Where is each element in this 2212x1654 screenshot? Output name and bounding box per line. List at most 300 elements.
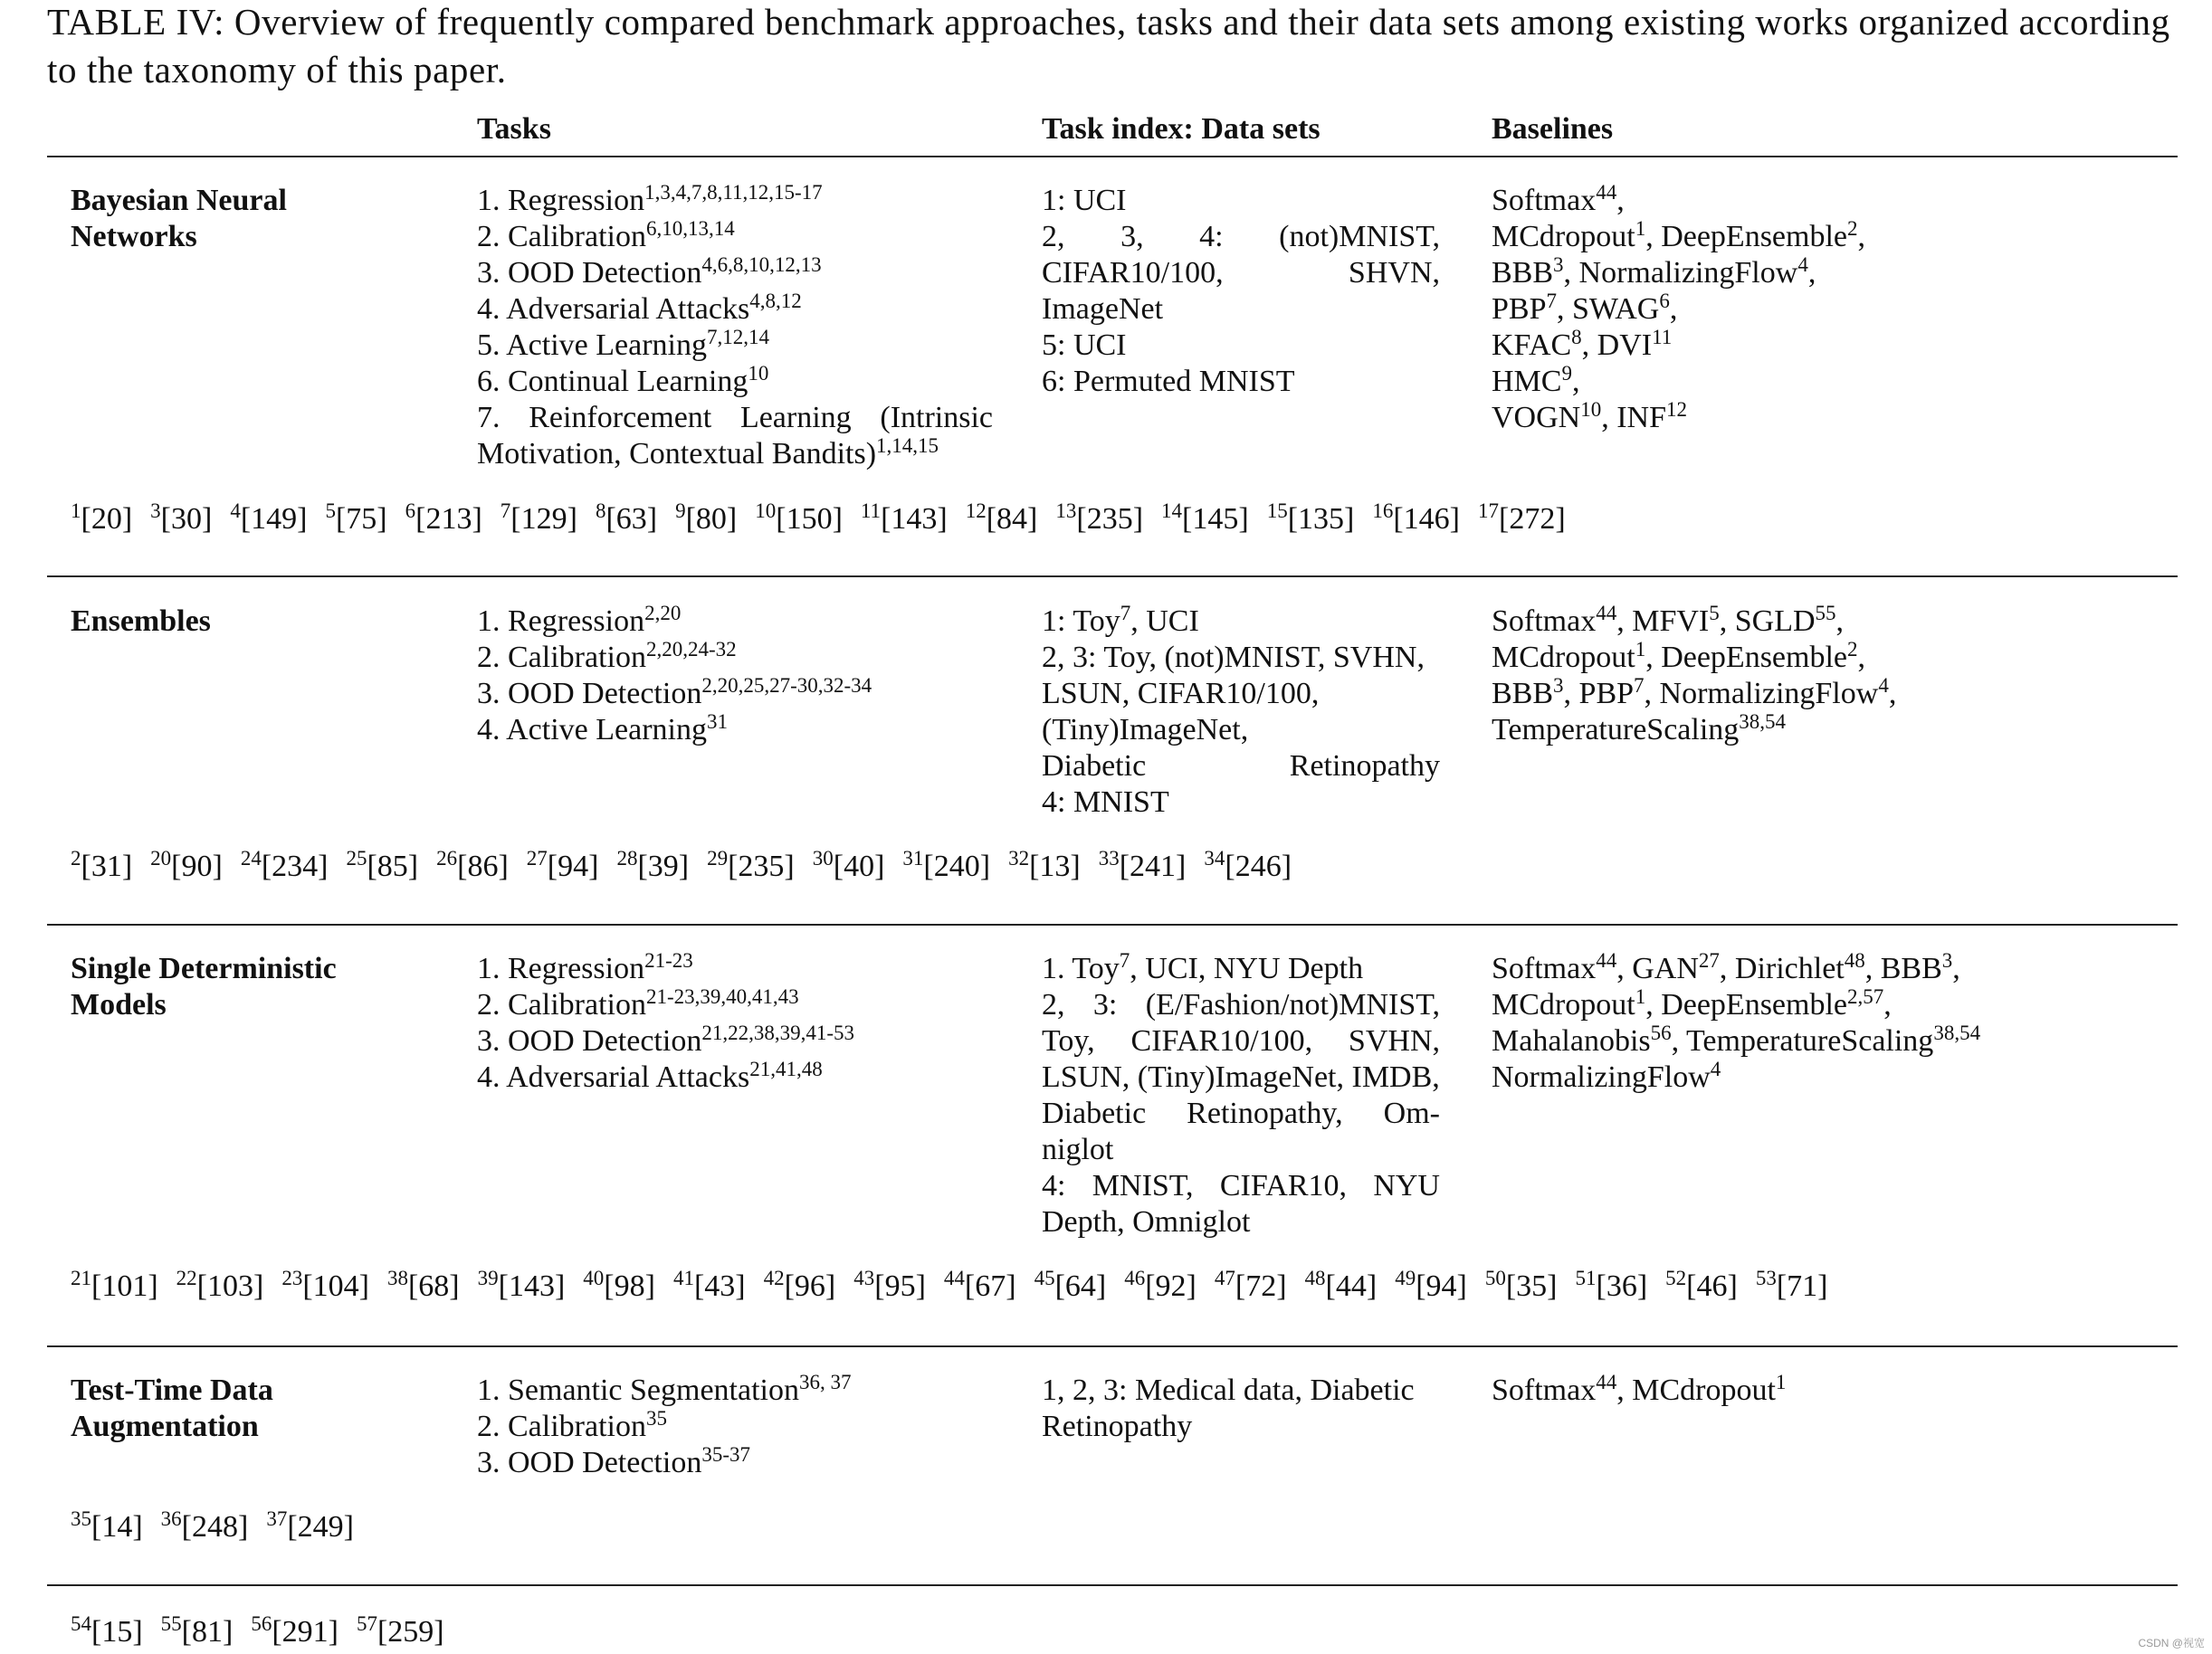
footnote-ref [944, 1269, 1016, 1303]
superscript-ref: 16 [1372, 499, 1394, 523]
baseline-name: Softmax [1492, 952, 1597, 985]
footnote-citation: [246] [1225, 850, 1292, 883]
superscript-ref: 1 [1635, 217, 1646, 241]
baseline-name: , [1883, 988, 1892, 1022]
footnote-ref [71, 1612, 143, 1649]
baselines-cell [1492, 183, 2125, 436]
footnote-citation: [63] [605, 502, 658, 536]
superscript-ref: 56 [1650, 1022, 1672, 1045]
dataset-text: Diabetic Retinopathy [1042, 749, 1440, 783]
dataset-line [1042, 987, 1440, 1023]
footnote-citation: [241] [1119, 850, 1187, 883]
dataset-line [1042, 748, 1440, 784]
watermark: CSDN @视宽 [2138, 1637, 2205, 1649]
dataset-line [1042, 1096, 1440, 1132]
baseline-name: , NormalizingFlow [1644, 677, 1879, 710]
datasets-cell [1042, 1373, 1440, 1445]
footnote-ref [1372, 499, 1460, 536]
superscript-ref: 47 [1214, 1267, 1235, 1290]
dataset-text: 2, 3, 4: (not)MNIST, [1042, 220, 1440, 253]
footnote-citation: [248] [181, 1510, 249, 1544]
footnote-ref [1215, 1269, 1287, 1303]
footnote-citation: [146] [1393, 502, 1460, 536]
superscript-ref: 42 [763, 1267, 785, 1290]
superscript-ref: 4 [230, 499, 241, 523]
footnote-ref [595, 499, 658, 536]
footnote-ref [436, 847, 509, 883]
group-name-line: Models [71, 988, 167, 1022]
footnote-citation: [213] [415, 502, 482, 536]
superscript-ref: 28 [616, 847, 638, 870]
superscript-ref: 5 [1709, 602, 1720, 625]
dataset-text: Diabetic Retinopathy, Om- [1042, 1097, 1440, 1130]
baseline-name: , [1669, 292, 1678, 326]
dataset-text: LSUN, CIFAR10/100, [1042, 677, 1320, 710]
group-name [71, 951, 433, 1023]
superscript-ref: 4 [1710, 1058, 1721, 1081]
superscript-ref: 3 [150, 499, 161, 523]
footnote-ref [160, 1507, 249, 1544]
superscript-ref: 44 [1596, 949, 1617, 973]
superscript-ref: 21 [71, 1267, 91, 1290]
task-text: 3. OOD Detection [477, 256, 702, 290]
footnote-ref [71, 1507, 143, 1544]
footnote-citation: [67] [964, 1269, 1016, 1303]
superscript-ref: 1 [1775, 1371, 1787, 1394]
footnote-ref [266, 1507, 354, 1544]
task-text: 1. Regression [477, 952, 645, 985]
superscript-ref: 9 [675, 499, 686, 523]
task-text: 2. Calibration [477, 641, 646, 674]
superscript-ref: 7 [1120, 602, 1131, 625]
superscript-ref: 24 [240, 847, 262, 870]
superscript-ref: 34 [1204, 847, 1225, 870]
superscript-ref: 13 [1055, 499, 1077, 523]
dataset-line [1042, 328, 1440, 364]
superscript-ref: 12 [1666, 398, 1688, 422]
footnote-ref [1576, 1269, 1648, 1303]
footnote-citation: [86] [457, 850, 509, 883]
tasks-cell [477, 604, 993, 748]
footnote-citation: [80] [685, 502, 738, 536]
footnote-citation: [291] [272, 1615, 338, 1649]
footnote-citation: [272] [1499, 502, 1566, 536]
baseline-name: , MCdropout [1616, 1374, 1776, 1407]
superscript-ref: 35 [71, 1507, 91, 1531]
task-item [477, 1060, 993, 1096]
superscript-ref: 36, 37 [799, 1371, 852, 1394]
footnote-ref [853, 1269, 926, 1303]
superscript-ref: 4,6,8,10,12,13 [701, 253, 822, 277]
task-item [477, 987, 993, 1023]
superscript-ref: 4 [1797, 253, 1808, 277]
datasets-cell [1042, 951, 1440, 1240]
dataset-line [1042, 255, 1440, 291]
task-item [477, 219, 993, 255]
footnote-citation: [94] [1416, 1269, 1467, 1303]
dataset-text: 6: Permuted MNIST [1042, 365, 1295, 398]
superscript-ref: 35 [645, 1407, 667, 1431]
footnote-citation: [71] [1776, 1269, 1828, 1303]
superscript-ref: 3 [1941, 949, 1953, 973]
footnote-citation: [234] [261, 850, 329, 883]
group-footnotes [71, 1269, 1845, 1304]
header-tasks: Tasks [477, 112, 551, 146]
dataset-line [1042, 640, 1440, 676]
footnote-citation: [235] [728, 850, 795, 883]
superscript-ref: 3 [1553, 674, 1564, 698]
baseline-name: , [1807, 256, 1816, 290]
baseline-name: Mahalanobis [1492, 1024, 1651, 1058]
footnote-citation: [72] [1235, 1269, 1287, 1303]
baseline-name: , [1888, 677, 1897, 710]
superscript-ref: 14 [1161, 499, 1183, 523]
footnote-ref [71, 499, 133, 536]
footnote-ref [755, 499, 843, 536]
baseline-line [1492, 400, 2125, 436]
footnote-ref [240, 847, 329, 883]
footer-footnotes [71, 1612, 462, 1649]
tasks-cell [477, 183, 993, 472]
baseline-name: , Dirichlet [1719, 952, 1845, 985]
footnote-ref [176, 1269, 264, 1303]
dataset-text: 2, 3: Toy, (not)MNIST, SVHN, [1042, 641, 1425, 674]
task-item [477, 676, 993, 712]
table-caption: TABLE IV: Overview of frequently compared benchmark approaches, tasks and their data sets among existing works organized according to the taxonomy of this paper. [47, 1, 2170, 90]
dataset-line [1042, 364, 1440, 400]
baseline-line [1492, 183, 2125, 219]
task-text: 2. Calibration [477, 1410, 646, 1443]
dataset-line [1042, 1023, 1440, 1060]
baseline-name: , INF [1601, 401, 1667, 434]
footnote-citation: [35] [1505, 1269, 1558, 1303]
dataset-line [1042, 712, 1440, 748]
dataset-line [1042, 784, 1440, 821]
footnote-ref [1266, 499, 1355, 536]
baseline-name: MCdropout [1492, 641, 1635, 674]
footnote-citation: [84] [986, 502, 1038, 536]
superscript-ref: 25 [346, 847, 367, 870]
dataset-line [1042, 291, 1440, 328]
superscript-ref: 44 [1596, 181, 1617, 204]
superscript-ref: 56 [251, 1612, 272, 1636]
superscript-ref: 31 [706, 710, 728, 734]
superscript-ref: 2 [71, 847, 81, 870]
superscript-ref: 35-37 [701, 1443, 750, 1467]
baseline-name: , PBP [1563, 677, 1635, 710]
group-name [71, 604, 433, 640]
dataset-line [1042, 951, 1440, 987]
superscript-ref: 40 [583, 1267, 605, 1290]
superscript-ref: 21,22,38,39,41-53 [701, 1022, 854, 1045]
footnote-citation: [43] [693, 1269, 746, 1303]
baseline-name: , DeepEnsemble [1645, 641, 1847, 674]
dataset-line [1042, 183, 1440, 219]
baseline-line [1492, 1023, 2125, 1060]
baseline-line [1492, 219, 2125, 255]
task-text: 4. Active Learning [477, 713, 707, 746]
task-item [477, 640, 993, 676]
task-item [477, 1373, 993, 1409]
task-text: 2. Calibration [477, 988, 646, 1022]
footnote-citation: [95] [874, 1269, 926, 1303]
superscript-ref: 17 [1478, 499, 1499, 523]
superscript-ref: 2,20 [644, 602, 682, 625]
dataset-text: Retinopathy [1042, 1410, 1193, 1443]
baseline-line [1492, 712, 2125, 748]
baseline-name: Softmax [1492, 1374, 1597, 1407]
superscript-ref: 38,54 [1933, 1022, 1981, 1045]
footnote-ref [1395, 1269, 1467, 1303]
superscript-ref: 21-23,39,40,41,43 [645, 985, 799, 1009]
superscript-ref: 51 [1575, 1267, 1597, 1290]
superscript-ref: 43 [853, 1267, 875, 1290]
task-item [477, 364, 993, 400]
task-item [477, 604, 993, 640]
footnote-ref [764, 1269, 836, 1303]
baselines-cell [1492, 1373, 2125, 1409]
task-item [477, 291, 993, 328]
footnote-ref [902, 847, 991, 883]
footnote-ref [1478, 499, 1566, 536]
superscript-ref: 6,10,13,14 [645, 217, 735, 241]
superscript-ref: 41 [672, 1267, 694, 1290]
superscript-ref: 8 [1571, 326, 1582, 349]
superscript-ref: 31 [902, 847, 924, 870]
group-footnotes [71, 847, 1310, 884]
superscript-ref: 29 [707, 847, 729, 870]
dataset-text: 4: MNIST, CIFAR10, NYU [1042, 1169, 1440, 1202]
superscript-ref: 55 [1815, 602, 1836, 625]
group-divider [47, 1584, 2178, 1586]
superscript-ref: 8 [595, 499, 606, 523]
superscript-ref: 26 [436, 847, 458, 870]
footnote-ref [150, 499, 213, 536]
dataset-text: ImageNet [1042, 292, 1164, 326]
footnote-ref [583, 1269, 655, 1303]
footnote-ref [1161, 499, 1249, 536]
task-text: 1. Regression [477, 604, 645, 638]
footnote-ref [230, 499, 308, 536]
superscript-ref: 2,20,25,27-30,32-34 [701, 674, 872, 698]
dataset-line [1042, 1373, 1440, 1409]
superscript-ref: 48 [1844, 949, 1865, 973]
superscript-ref: 53 [1755, 1267, 1777, 1290]
superscript-ref: 1,3,4,7,8,11,12,15-17 [644, 181, 823, 204]
task-text: Motivation, Contextual Bandits) [477, 437, 877, 471]
baseline-line [1492, 364, 2125, 400]
footnote-citation: [13] [1029, 850, 1081, 883]
group-name-line: Test-Time Data [71, 1374, 273, 1407]
superscript-ref: 27 [526, 847, 548, 870]
task-text: 4. Adversarial Attacks [477, 292, 750, 326]
superscript-ref: 22 [176, 1267, 197, 1290]
tasks-cell [477, 951, 993, 1096]
dataset-text: 4: MNIST [1042, 785, 1169, 819]
baseline-name: , BBB [1864, 952, 1942, 985]
dataset-text: 2, 3: (E/Fashion/not)MNIST, [1042, 988, 1440, 1022]
footnote-ref [281, 1269, 369, 1303]
footnote-citation: [75] [335, 502, 387, 536]
baseline-name: , MFVI [1616, 604, 1710, 638]
superscript-ref: 6 [1659, 290, 1670, 313]
baseline-name: , TemperatureScaling [1671, 1024, 1934, 1058]
superscript-ref: 10 [755, 499, 777, 523]
footnote-citation: [68] [407, 1269, 460, 1303]
group-name [71, 183, 433, 255]
footnote-citation: [259] [377, 1615, 444, 1649]
baseline-name: VOGN [1492, 401, 1581, 434]
superscript-ref: 30 [812, 847, 834, 870]
group-divider [47, 924, 2178, 926]
footnote-ref [500, 499, 577, 536]
baseline-name: , [1571, 365, 1580, 398]
superscript-ref: 3 [1553, 253, 1564, 277]
task-item [477, 951, 993, 987]
footnote-ref [1305, 1269, 1378, 1303]
baseline-name: NormalizingFlow [1492, 1060, 1711, 1094]
baseline-name: BBB [1492, 256, 1554, 290]
footnote-citation: [39] [637, 850, 690, 883]
baseline-name: , [1857, 220, 1865, 253]
task-item [477, 400, 993, 436]
baselines-cell [1492, 951, 2125, 1096]
footnote-citation: [30] [160, 502, 213, 536]
baseline-name: , [1616, 184, 1625, 217]
superscript-ref: 49 [1395, 1267, 1416, 1290]
footnote-citation: [143] [881, 502, 948, 536]
dataset-text: (Tiny)ImageNet, [1042, 713, 1249, 746]
group-divider [47, 1345, 2178, 1347]
header-baselines: Baselines [1492, 112, 1614, 146]
footnote-citation: [36] [1596, 1269, 1648, 1303]
superscript-ref: 48 [1304, 1267, 1326, 1290]
dataset-line [1042, 1132, 1440, 1168]
task-item [477, 1023, 993, 1060]
task-text: 2. Calibration [477, 220, 646, 253]
superscript-ref: 46 [1124, 1267, 1146, 1290]
superscript-ref: 50 [1484, 1267, 1506, 1290]
baseline-name: MCdropout [1492, 988, 1635, 1022]
dataset-text: 5: UCI [1042, 328, 1127, 362]
superscript-ref: 1,14,15 [876, 434, 939, 458]
footnote-ref [1756, 1269, 1828, 1303]
group-name-line: Augmentation [71, 1410, 259, 1443]
footnote-citation: [90] [171, 850, 223, 883]
footnote-ref [356, 1612, 444, 1649]
footnote-ref [1098, 847, 1187, 883]
task-text: 3. OOD Detection [477, 1446, 702, 1479]
footnote-ref [71, 847, 133, 883]
footnote-ref [812, 847, 885, 883]
superscript-ref: 2 [1847, 638, 1858, 661]
footnote-ref [346, 847, 419, 883]
footnote-ref [160, 1612, 234, 1649]
task-text: 3. OOD Detection [477, 1024, 702, 1058]
superscript-ref: 32 [1008, 847, 1030, 870]
superscript-ref: 57 [356, 1612, 377, 1636]
baseline-name: , SWAG [1557, 292, 1660, 326]
superscript-ref: 6 [405, 499, 416, 523]
footnote-citation: [14] [91, 1510, 143, 1544]
footnote-citation: [81] [181, 1615, 234, 1649]
footnote-citation: [96] [784, 1269, 836, 1303]
footnote-citation: [135] [1287, 502, 1355, 536]
superscript-ref: 7 [1634, 674, 1645, 698]
baseline-line [1492, 255, 2125, 291]
superscript-ref: 37 [266, 1507, 288, 1531]
superscript-ref: 27 [1698, 949, 1720, 973]
task-text: 7. Reinforcement Learning (Intrinsic [477, 401, 993, 434]
baseline-name: , GAN [1616, 952, 1699, 985]
dataset-text: CIFAR10/100, SHVN, [1042, 256, 1440, 290]
superscript-ref: 38,54 [1739, 710, 1787, 734]
baseline-name: , [1857, 641, 1865, 674]
baseline-name: HMC [1492, 365, 1562, 398]
dataset-text: Toy, CIFAR10/100, SVHN, [1042, 1024, 1440, 1058]
baseline-name: MCdropout [1492, 220, 1635, 253]
baseline-name: , DeepEnsemble [1645, 988, 1847, 1022]
footnote-citation: [44] [1325, 1269, 1378, 1303]
footnote-citation: [145] [1182, 502, 1249, 536]
footnote-citation: [129] [510, 502, 577, 536]
dataset-text: , UCI, NYU Depth [1130, 952, 1364, 985]
footnote-ref [860, 499, 948, 536]
dataset-line [1042, 1168, 1440, 1204]
superscript-ref: 7,12,14 [706, 326, 769, 349]
superscript-ref: 2,57 [1847, 985, 1884, 1009]
superscript-ref: 23 [281, 1267, 303, 1290]
header-datasets: Task index: Data sets [1042, 112, 1321, 146]
task-item [477, 255, 993, 291]
footnote-ref [526, 847, 599, 883]
footnote-ref [1034, 1269, 1107, 1303]
superscript-ref: 2,20,24-32 [645, 638, 737, 661]
superscript-ref: 15 [1266, 499, 1288, 523]
task-item [477, 1409, 993, 1445]
superscript-ref: 21-23 [644, 949, 693, 973]
baseline-line [1492, 291, 2125, 328]
task-text: 1. Regression [477, 184, 645, 217]
group-name [71, 1373, 433, 1445]
footnote-citation: [235] [1076, 502, 1144, 536]
baseline-name: , [1835, 604, 1845, 638]
superscript-ref: 10 [1580, 398, 1602, 422]
group-name-line: Bayesian Neural [71, 184, 287, 217]
footnote-ref [707, 847, 795, 883]
baseline-line [1492, 987, 2125, 1023]
footnote-ref [1204, 847, 1292, 883]
superscript-ref: 5 [325, 499, 336, 523]
dataset-text: Depth, Omniglot [1042, 1205, 1251, 1239]
superscript-ref: 2 [1847, 217, 1858, 241]
superscript-ref: 10 [748, 362, 769, 385]
baselines-cell [1492, 604, 2125, 748]
footnote-citation: [104] [302, 1269, 369, 1303]
superscript-ref: 20 [150, 847, 172, 870]
baseline-line [1492, 640, 2125, 676]
baseline-name: TemperatureScaling [1492, 713, 1740, 746]
datasets-cell [1042, 604, 1440, 821]
task-text: 4. Adversarial Attacks [477, 1060, 750, 1094]
baseline-name: KFAC [1492, 328, 1572, 362]
baseline-line [1492, 328, 2125, 364]
footnote-citation: [40] [833, 850, 885, 883]
footnote-citation: [149] [240, 502, 308, 536]
superscript-ref: 44 [1596, 602, 1617, 625]
footnote-citation: [150] [776, 502, 843, 536]
group-footnotes [71, 499, 1584, 537]
